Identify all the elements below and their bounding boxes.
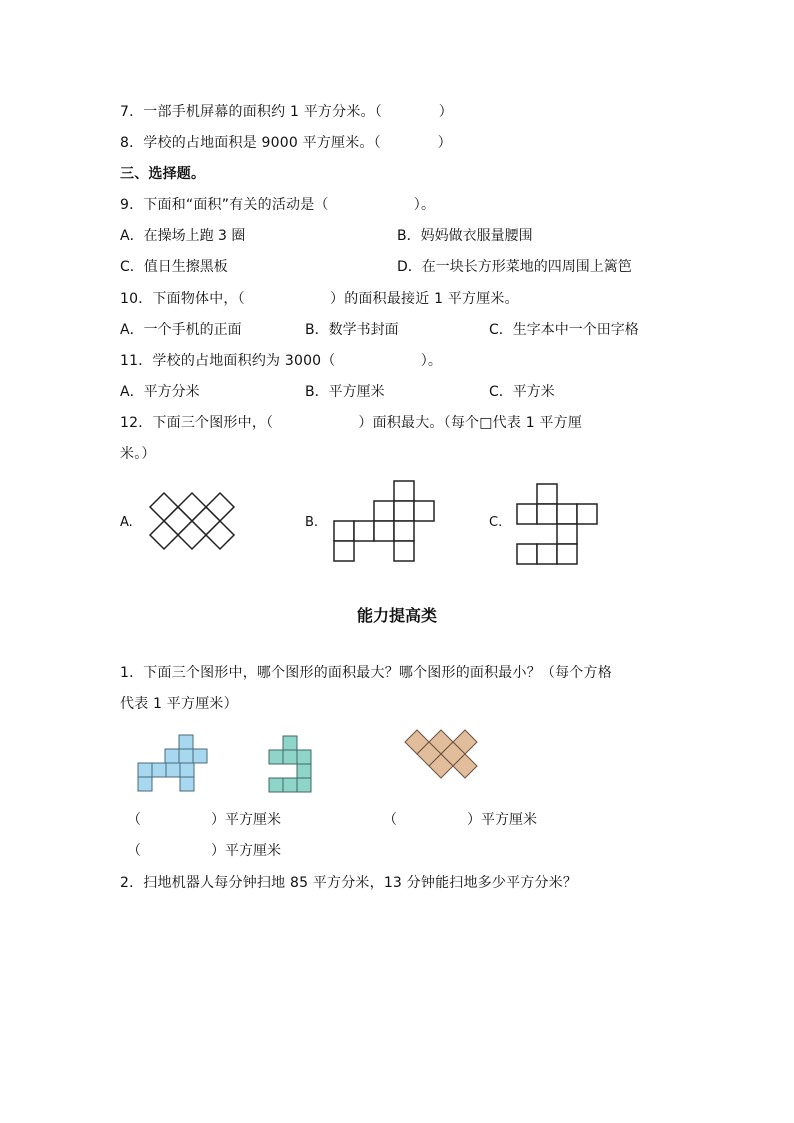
ability-question-1-line1: 1．下面三个图形中，哪个图形的面积最大？哪个图形的面积最小？（每个方格: [120, 665, 612, 681]
figure-c-square: [537, 484, 557, 504]
blue-shape: [137, 734, 209, 792]
figure-c-square: [517, 504, 537, 524]
blue-shape-square: [138, 777, 152, 791]
question-9-stem: 9．下面和“面积”有关的活动是（ ）。: [120, 197, 436, 213]
figure-b-square: [374, 501, 394, 521]
section-title-choice: 三、选择题。: [120, 166, 206, 182]
figure-c-square: [537, 504, 557, 524]
teal-shape-square: [297, 764, 311, 778]
question-11-option-a: A．平方分米: [120, 384, 200, 400]
ability-question-1-line2: 代表 1 平方厘米）: [120, 696, 238, 712]
figure-c-square: [537, 544, 557, 564]
teal-shape-square: [283, 736, 297, 750]
figure-b-square: [374, 521, 394, 541]
question-10-option-a: A．一个手机的正面: [120, 322, 242, 338]
figure-b-square: [334, 541, 354, 561]
blue-shape-square: [138, 763, 152, 777]
figure-c-square: [557, 504, 577, 524]
question-11-option-c: C．平方米: [489, 384, 555, 400]
teal-shape: [268, 735, 314, 795]
figure-b-square: [414, 501, 434, 521]
question-9-option-a: A．在操场上跑 3 圈: [120, 228, 246, 244]
figure-b-label: B.: [305, 515, 319, 530]
figure-c-label: C.: [489, 515, 503, 530]
question-9-option-c: C．值日生擦黑板: [120, 259, 228, 275]
teal-shape-square: [283, 750, 297, 764]
question-9-option-d: D．在一块长方形菜地的四周围上篱笆: [397, 259, 632, 275]
figure-b-square: [394, 541, 414, 561]
question-12-stem-continued: 米。）: [120, 446, 156, 462]
section-heading-ability: 能力提高类: [356, 606, 437, 625]
teal-shape-square: [297, 750, 311, 764]
teal-shape-square: [283, 778, 297, 792]
tan-shape: [403, 730, 477, 778]
figure-c-squares: [516, 483, 598, 565]
figure-b-square: [354, 521, 374, 541]
ability-question-2: 2．扫地机器人每分钟扫地 85 平方分米，13 分钟能扫地多少平方分米？: [120, 875, 578, 891]
question-12-stem: 12．下面三个图形中，（ ）面积最大。（每个□代表 1 平方厘: [120, 415, 583, 431]
blue-shape-square: [166, 763, 180, 777]
answer-blank-3[interactable]: （ ）平方厘米: [127, 843, 281, 859]
figure-b-square: [394, 481, 414, 501]
figure-c-square: [557, 544, 577, 564]
teal-shape-square: [269, 778, 283, 792]
question-10-option-b: B．数学书封面: [305, 322, 399, 338]
answer-blank-2[interactable]: （ ）平方厘米: [383, 812, 537, 828]
question-10-stem: 10．下面物体中，（ ）的面积最接近 1 平方厘米。: [120, 291, 519, 307]
answer-blank-1[interactable]: （ ）平方厘米: [127, 812, 281, 828]
question-10-option-c: C．生字本中一个田字格: [489, 322, 639, 338]
question-11-option-b: B．平方厘米: [305, 384, 385, 400]
blue-shape-square: [179, 735, 193, 749]
figure-b-squares: [333, 481, 435, 563]
blue-shape-square: [165, 749, 179, 763]
figure-c-square: [517, 544, 537, 564]
question-9-option-b: B．妈妈做衣服量腰围: [397, 228, 533, 244]
figure-c-square: [577, 504, 597, 524]
blue-shape-square: [180, 777, 194, 791]
figure-b-square: [394, 501, 414, 521]
figure-a-label: A.: [120, 515, 133, 530]
question-8: 8．学校的占地面积是 9000 平方厘米。（ ）: [120, 135, 452, 151]
figure-b-square: [334, 521, 354, 541]
blue-shape-square: [180, 763, 194, 777]
blue-shape-square: [179, 749, 193, 763]
figure-b-square: [394, 521, 414, 541]
teal-shape-square: [269, 750, 283, 764]
teal-shape-square: [297, 778, 311, 792]
figure-a-rotated-squares: [148, 493, 240, 549]
question-11-stem: 11．学校的占地面积约为 3000（ ）。: [120, 353, 443, 369]
blue-shape-square: [193, 749, 207, 763]
figure-c-square: [557, 524, 577, 544]
question-7: 7．一部手机屏幕的面积约 1 平方分米。（ ）: [120, 104, 453, 120]
blue-shape-square: [152, 763, 166, 777]
